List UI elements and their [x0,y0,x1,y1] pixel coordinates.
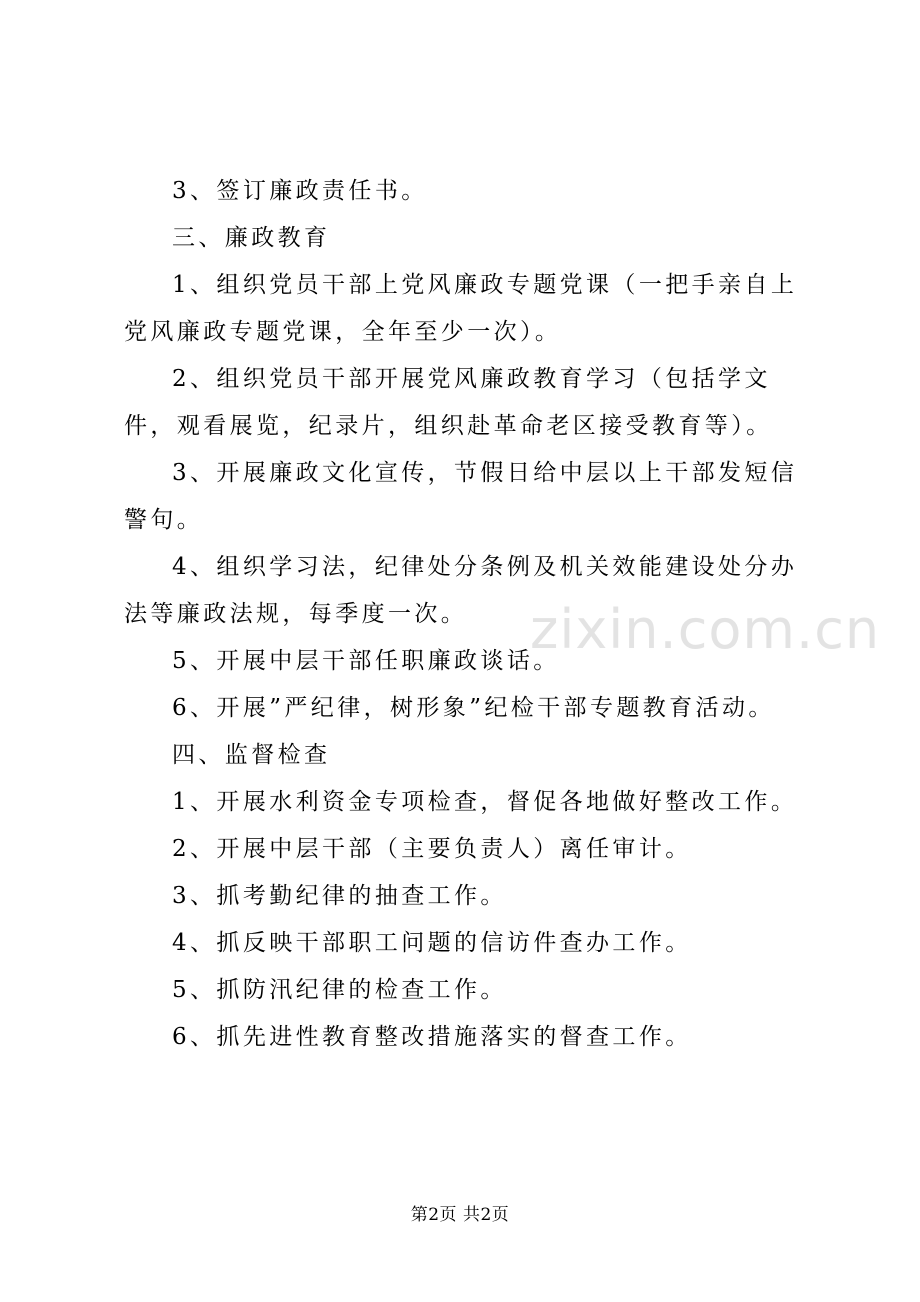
section-heading-integrity-education: 三、廉政教育 [172,225,331,251]
paragraph-item-3-culture-promotion: 3、开展廉政文化宣传，节假日给中层以上干部发短信警句。 [124,460,798,533]
paragraph-item-3-sign: 3、签订廉政责任书。 [172,178,428,204]
page-footer: 第2页 共2页 [410,1205,510,1225]
paragraph-item-4-law-study: 4、组织学习法，纪律处分条例及机关效能建设处分办法等廉政法规，每季度一次。 [124,554,798,627]
paragraph-item-4-petitions: 4、抓反映干部职工问题的信访件查办工作。 [172,930,692,956]
paragraph-item-6-rectification: 6、抓先进性教育整改措施落实的督查工作。 [172,1024,692,1050]
section-heading-supervision: 四、监督检查 [172,742,331,768]
paragraph-item-2-audit: 2、开展中层干部（主要负责人）离任审计。 [172,836,692,862]
paragraph-item-1-party-lesson: 1、组织党员干部上党风廉政专题党课（一把手亲自上党风廉政专题党课，全年至少一次）。 [124,272,798,345]
paragraph-item-2-education-study: 2、组织党员干部开展党风廉政教育学习（包括学文件，观看展览，纪录片，组织赴革命老区接受教育等）。 [124,366,773,439]
document-body [124,168,804,1061]
paragraph-item-5-flood-discipline: 5、抓防汛纪律的检查工作。 [172,977,507,1003]
paragraph-item-6-campaign: 6、开展”严纪律，树形象”纪检干部专题教育活动。 [172,695,775,721]
paragraph-item-5-talks: 5、开展中层干部任职廉政谈话。 [172,648,560,674]
paragraph-item-1-fund-inspection: 1、开展水利资金专项检查，督促各地做好整改工作。 [172,789,798,815]
watermark: zixin.com.cn [530,598,881,661]
paragraph-item-3-attendance: 3、抓考勤纪律的抽查工作。 [172,883,507,909]
